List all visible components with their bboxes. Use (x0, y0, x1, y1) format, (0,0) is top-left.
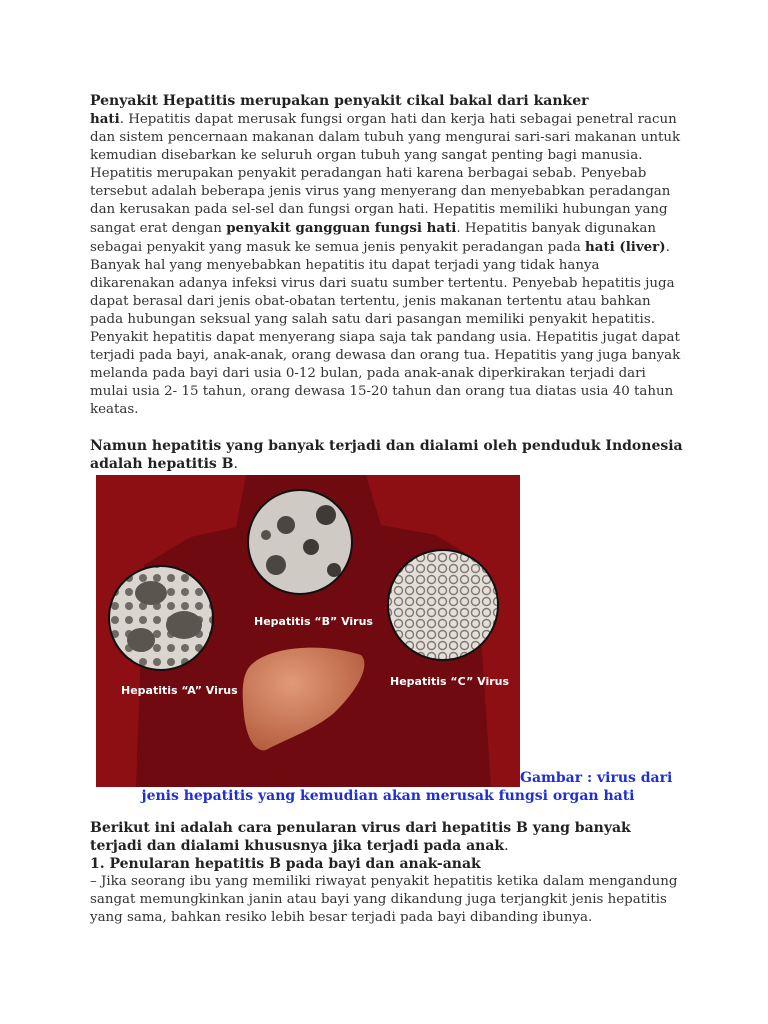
intro-paragraph (90, 110, 686, 329)
virus-c-micrograph (388, 550, 498, 660)
hepatitis-illustration (96, 475, 520, 787)
age-paragraph: Penyakit hepatitis dapat menyerang siapa saja tak pandang usia. Hepatitis jugat dapat terjadi pada bayi, anak-anak, orang dewasa dan orang tua. Hepatitis yang juga banyak melanda pada bayi dari usia 0-12 bulan, pada anak-anak diperkirakan terjadi dari mulai usia 2- 15 tahun, orang dewasa 15-20 tahun dan orang tua diatas usia 40 tahun keatas. (90, 330, 681, 417)
bold-gangguan: penyakit gangguan fungsi hati (226, 220, 457, 236)
intro-text-2: . Hepatitis banyak digunakan sebagai penyakit yang masuk ke semua jenis penyakit peradangan pada (90, 221, 656, 255)
intro-heading: Penyakit Hepatitis merupakan penyakit cikal bakal dari kanker (90, 93, 589, 109)
section2-period: . (233, 456, 238, 472)
section3-heading-text: Berikut ini adalah cara penularan virus dari hepatitis B yang banyak terjadi dan dialami khususnya jika terjadi pada anak (90, 820, 631, 854)
item1-text: – Jika seorang ibu yang memiliki riwayat penyakit hepatitis ketika dalam mengandung sangat memungkinkan janin atau bayi yang dikandung juga terjangkit jenis hepatitis yang sama, bahkan resiko lebih besar terjadi pada bayi dibanding ibunya. (90, 874, 678, 925)
figure-caption-part1: Gambar : virus dari (520, 770, 673, 786)
figure-caption-part2: jenis hepatitis yang kemudian akan merusak fungsi organ hati (141, 788, 635, 804)
label-hepatitis-a: Hepatitis “A” Virus (121, 684, 238, 697)
section2-heading (90, 437, 686, 473)
intro-text-1: . Hepatitis dapat merusak fungsi organ hati dan kerja hati sebagai penetral racun dan sistem pencernaan makanan dalam tubuh yang mengurai sari-sari makanan untuk kemudian disebarkan ke seluruh organ tubuh yang sangat penting bagi manusia. Hepatitis merupakan penyakit peradangan hati karena berbagai sebab. Penyebab tersebut adalah beberapa jenis virus yang menyerang dan menyebabkan peradangan dan kerusakan pada sel-sel dan fungsi organ hati. Hepatitis memiliki hubungan yang sangat erat dengan (90, 112, 681, 236)
bold-liver: hati (liver) (585, 239, 666, 255)
virus-b-micrograph (248, 490, 352, 594)
item1-title: 1. Penularan hepatitis B pada bayi dan anak-anak (90, 856, 481, 872)
label-hepatitis-c: Hepatitis “C” Virus (390, 675, 510, 688)
virus-a-micrograph (109, 566, 213, 670)
section2-heading-text: Namun hepatitis yang banyak terjadi dan dialami oleh penduduk Indonesia adalah hepatitis B (90, 438, 683, 472)
section3-heading (90, 819, 686, 855)
hati-bold: hati (90, 111, 120, 127)
hepatitis-virus-figure (96, 475, 520, 787)
intro-text-3: . Banyak hal yang menyebabkan hepatitis itu dapat terjadi yang tidak hanya dikarenakan adanya infeksi virus dari suatu sumber tertentu. Penyebab hepatitis juga dapat berasal dari jenis obat-obatan tertentu, jenis makanan tertentu atau bahkan pada hubungan seksual yang salah satu dari pasangan memiliki penyakit hepatitis. (90, 240, 675, 327)
document-body (90, 92, 686, 927)
section3-period: . (504, 838, 509, 854)
label-hepatitis-b: Hepatitis “B” Virus (254, 615, 373, 628)
